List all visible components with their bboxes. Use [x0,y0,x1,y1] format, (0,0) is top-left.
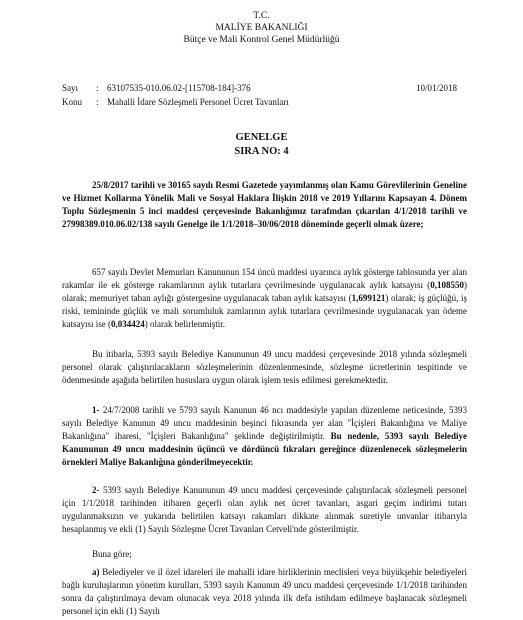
coefficients-paragraph [62,266,467,331]
konu-label: Konu [62,97,82,107]
document-serial: SIRA NO: 4 [234,146,289,157]
sayi-value: 63107535-010.06.02-[115708-184]-376 [107,83,251,93]
document-date: 10/01/2018 [416,83,458,93]
header-ministry: MALİYE BAKANLIĞI [215,23,308,33]
item-2-paragraph [62,484,467,536]
item-a-letter: a) [92,567,100,577]
instruction-paragraph: Bu itibarla, 5393 sayılı Belediye Kanununun 49 uncu maddesi çerçevesinde 2018 yılında sözleşmeli personel olarak çalıştırılacakların sözleşmelerinin düzenlenmesinde, sözleşme ücretlerinin tespitinde ve ödenmesinde aşağıda belirtilen hususlara uygun olarak işlem tesis edilmesi gerekmektedir. [62,349,467,385]
item-a-paragraph [62,566,467,618]
intro-paragraph: 25/8/2017 tarihli ve 30165 sayılı Resmi Gazetede yayımlanmış olan Kamu Görevlilerinin Geneline ve Hizmet Kollarına Yönelik Mali ve Sosyal Haklara İlişkin 2018 ve 2019 Yıllarını Kapsayan 4. Dönem Toplu Sözleşmenin 5 inci maddesi çerçevesinde Bakanlığımız tarafından çıkarılan 4/1/2018 tarihli ve 27998389.010.06.02/138 sayılı Genelge ile 1/1/2018–30/06/2018 döneminde geçerli olmak üzere; [62,180,467,229]
sayi-label: Sayı [62,83,79,93]
header-tc: T.C. [253,11,270,21]
sayi-colon: : [96,83,99,93]
monthly-coefficient: 0,108550 [430,280,464,290]
item-a-text: Belediyeler ve il özel idareleri ile mahalli idare birliklerinin meclisleri veya büyükşehir belediyeleri bağlı kuruluşlarının yönetim kurulları, 5393 sayılı Kanunun 49 uncu maddesi çerçevesinde 1/1/2018 tarihinden sonra da çalıştırılmaya devam olunacak veya 2018 yılında ilk defa istihdam edilmeye başlanacak sözleşmeli personel için ekli (1) Sayılı [62,567,467,616]
item-1-number: 1- [92,405,100,415]
konu-value: Mahalli İdare Sözleşmeli Personel Ücret Tavanları [107,97,289,107]
coefficients-text-3: ) olarak; iş güçlüğü, iş riski, temininde güçlük ve mali sorumluluk zamlarının aylık tutarlara çevrilmesinde uygulanacak yan ödeme katsayısı ise ( [62,293,467,329]
item-1-bold-text: Bu nedenle, 5393 sayılı Belediye Kanununun 49 uncu maddesinin üçüncü ve dördüncü fıkraları gereğince düzenlenecek sözleşmelerin örnekleri Maliye Bakanlığına gönderilmeyecektir. [62,431,467,467]
coefficients-text-4: ) olarak belirlenmiştir. [144,319,225,329]
side-payment-coefficient: 0,034424 [111,319,145,329]
item-1-paragraph [62,404,467,469]
konu-colon: : [96,97,99,107]
item-2-text: 5393 sayılı Belediye Kanununun 49 uncu maddesi çerçevesinde çalıştırılacak sözleşmeli personel için 1/1/2018 tarihinden itibaren geçerli olan aylık net ücret tavanları, asgari geçim indirimi tutarı uygulanmaksızın ve yukarıda belirtilen katsayı rakamları dikkate alınmak suretiyle unvanlar itibarıyla hesaplanmış ve ekli (1) Sayılı Sözleşme Ücret Tavanları Cetveli'nde gösterilmiştir. [62,485,467,534]
base-coefficient: 1,699121 [351,293,386,303]
document-title: GENELGE [235,132,288,143]
accordingly-line: Buna göre; [92,549,132,559]
header-directorate: Bütçe ve Mali Kontrol Genel Müdürlüğü [183,35,340,45]
coefficients-text-2: ) olarak; memuriyet taban aylığı göstergesine uygulanacak taban aylık katsayısı ( [62,280,467,303]
item-2-number: 2- [92,485,100,495]
item-1-text: 24/7/2008 tarihli ve 5793 sayılı Kanunun 46 ncı maddesiyle yapılan düzenleme neticesinde, 5393 sayılı Belediye Kanunun 49 uncu maddesinin beşinci fıkrasında yer alan "İçişleri Bakanlığına ve Maliye Bakanlığına" ibaresi, "İçişleri Bakanlığına" şeklinde değiştirilmiştir. [62,405,467,441]
coefficients-text-1: 657 sayılı Devlet Memurları Kanununun 154 üncü maddesi uyarınca aylık gösterge tablosunda yer alan rakamlar ile ek gösterge rakamlarının aylık tutarlara çevrilmesinde uygulanacak aylık katsayısı ( [62,267,467,290]
